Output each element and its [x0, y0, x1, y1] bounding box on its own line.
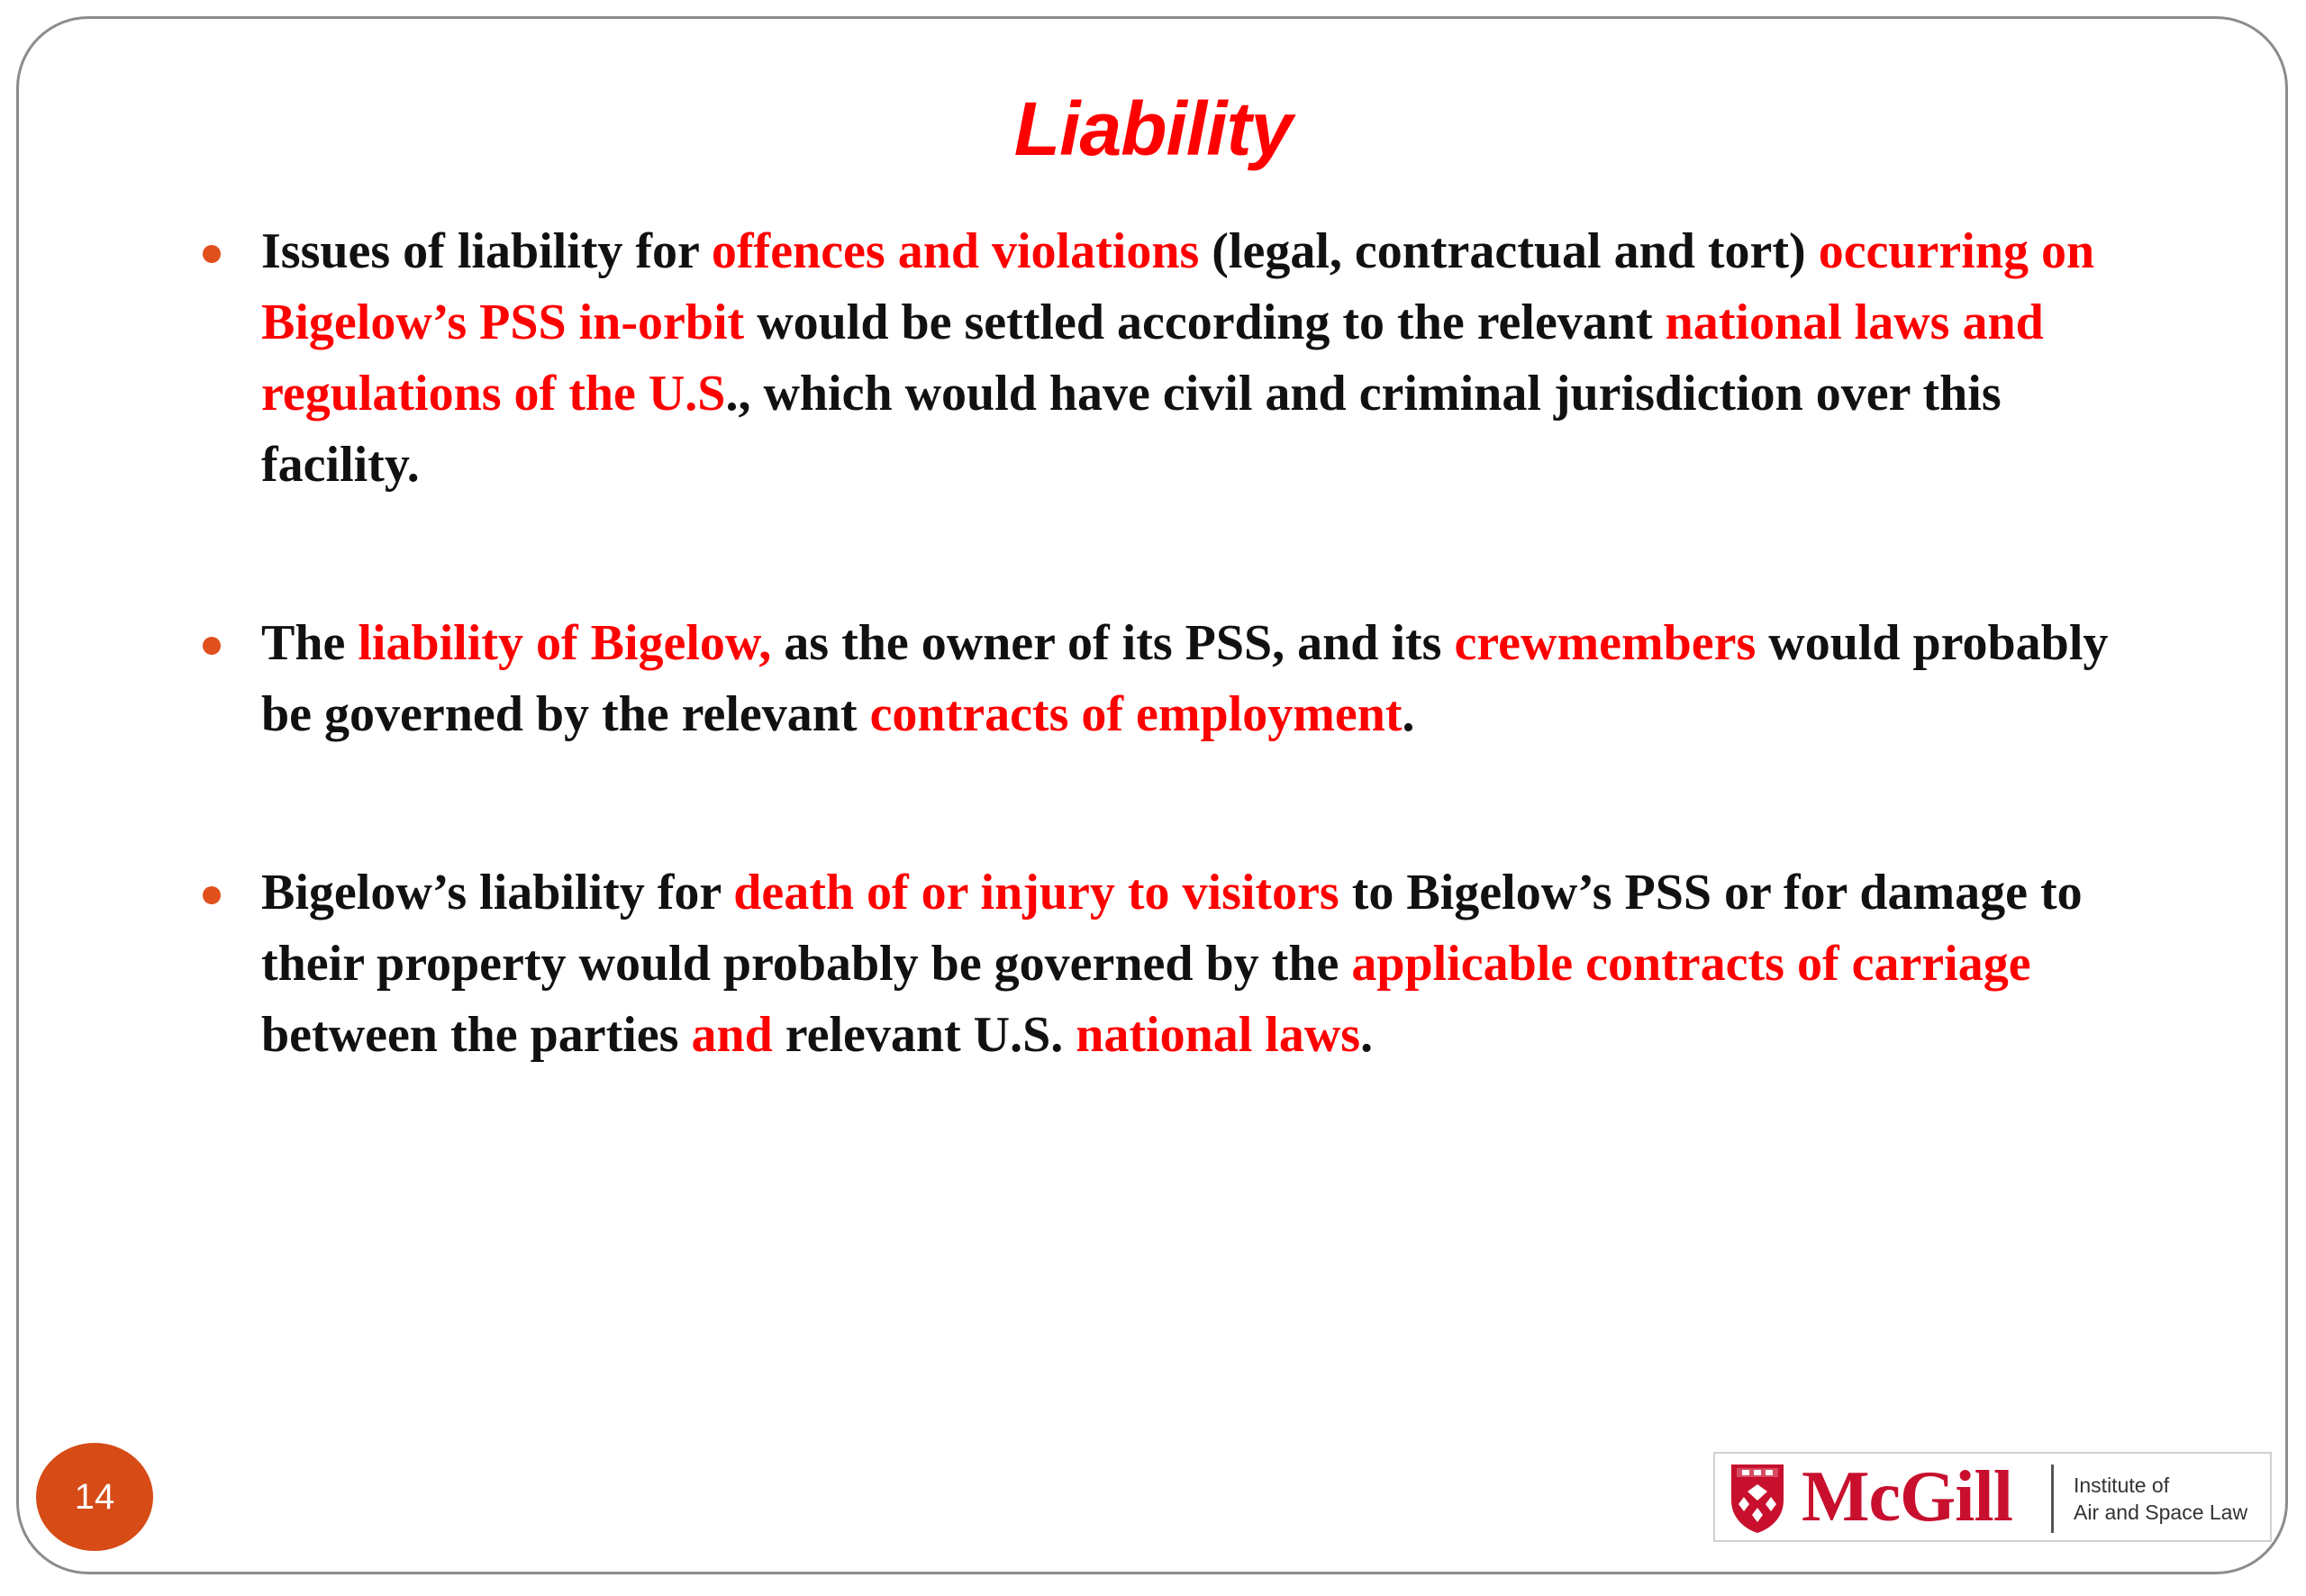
body-text: relevant U.S.: [772, 1007, 1076, 1063]
highlighted-text: offences and violations: [711, 223, 1200, 279]
page-number-badge: 14: [36, 1443, 153, 1551]
slide-title: Liability: [1013, 86, 1293, 171]
bullet-text: [261, 615, 2108, 742]
mcgill-logo: [1713, 1452, 2272, 1542]
body-text: .: [1360, 1007, 1374, 1063]
highlighted-text: crewmembers: [1454, 615, 1757, 671]
bullet-item: [261, 857, 2117, 1071]
bullet-text: [261, 865, 2083, 1063]
bullet-item: [261, 608, 2117, 750]
bullet-list: [261, 216, 2117, 1178]
highlighted-text: death of or injury to visitors: [733, 865, 1339, 920]
highlighted-text: contracts of employment: [869, 686, 1403, 742]
highlighted-text: and: [691, 1007, 773, 1063]
body-text: (legal, contractual and tort): [1199, 223, 1819, 279]
mcgill-crest-icon: [1728, 1461, 1787, 1535]
highlighted-text: liability of Bigelow,: [358, 615, 772, 671]
body-text: Issues of liability for: [261, 223, 712, 279]
body-text: between the parties: [261, 1007, 692, 1063]
bullet-text: [261, 223, 2094, 493]
highlighted-text: occurring on Bigelow’s PSS in-orbit: [261, 223, 2095, 350]
highlighted-text: applicable contracts of carriage: [1351, 936, 2031, 992]
highlighted-text: national laws: [1076, 1007, 1361, 1063]
mcgill-wordmark: McGill: [1802, 1457, 2012, 1537]
body-text: Bigelow’s liability for: [261, 865, 734, 920]
body-text: .: [1402, 686, 1415, 742]
bullet-item: [261, 216, 2117, 501]
body-text: ., which would have civil and criminal jurisdiction over this facility.: [261, 366, 2002, 493]
body-text: would probably be governed by the relevant: [261, 615, 2109, 742]
body-text: as the owner of its PSS, and its: [771, 615, 1455, 671]
bullet-dot-icon: [203, 886, 221, 904]
institute-line-2: Air and Space Law: [2074, 1501, 2248, 1524]
institute-name: [2074, 1472, 2247, 1526]
body-text: would be settled according to the relevant: [744, 295, 1666, 350]
institute-line-1: Institute of: [2074, 1474, 2170, 1497]
body-text: The: [261, 615, 359, 671]
body-text: to Bigelow’s PSS or for damage to their property would probably be governed by the: [261, 865, 2083, 992]
bullet-dot-icon: [203, 637, 221, 655]
highlighted-text: national laws and regulations of the U.S: [261, 295, 2044, 422]
logo-divider: [2051, 1465, 2054, 1533]
bullet-dot-icon: [203, 245, 221, 263]
